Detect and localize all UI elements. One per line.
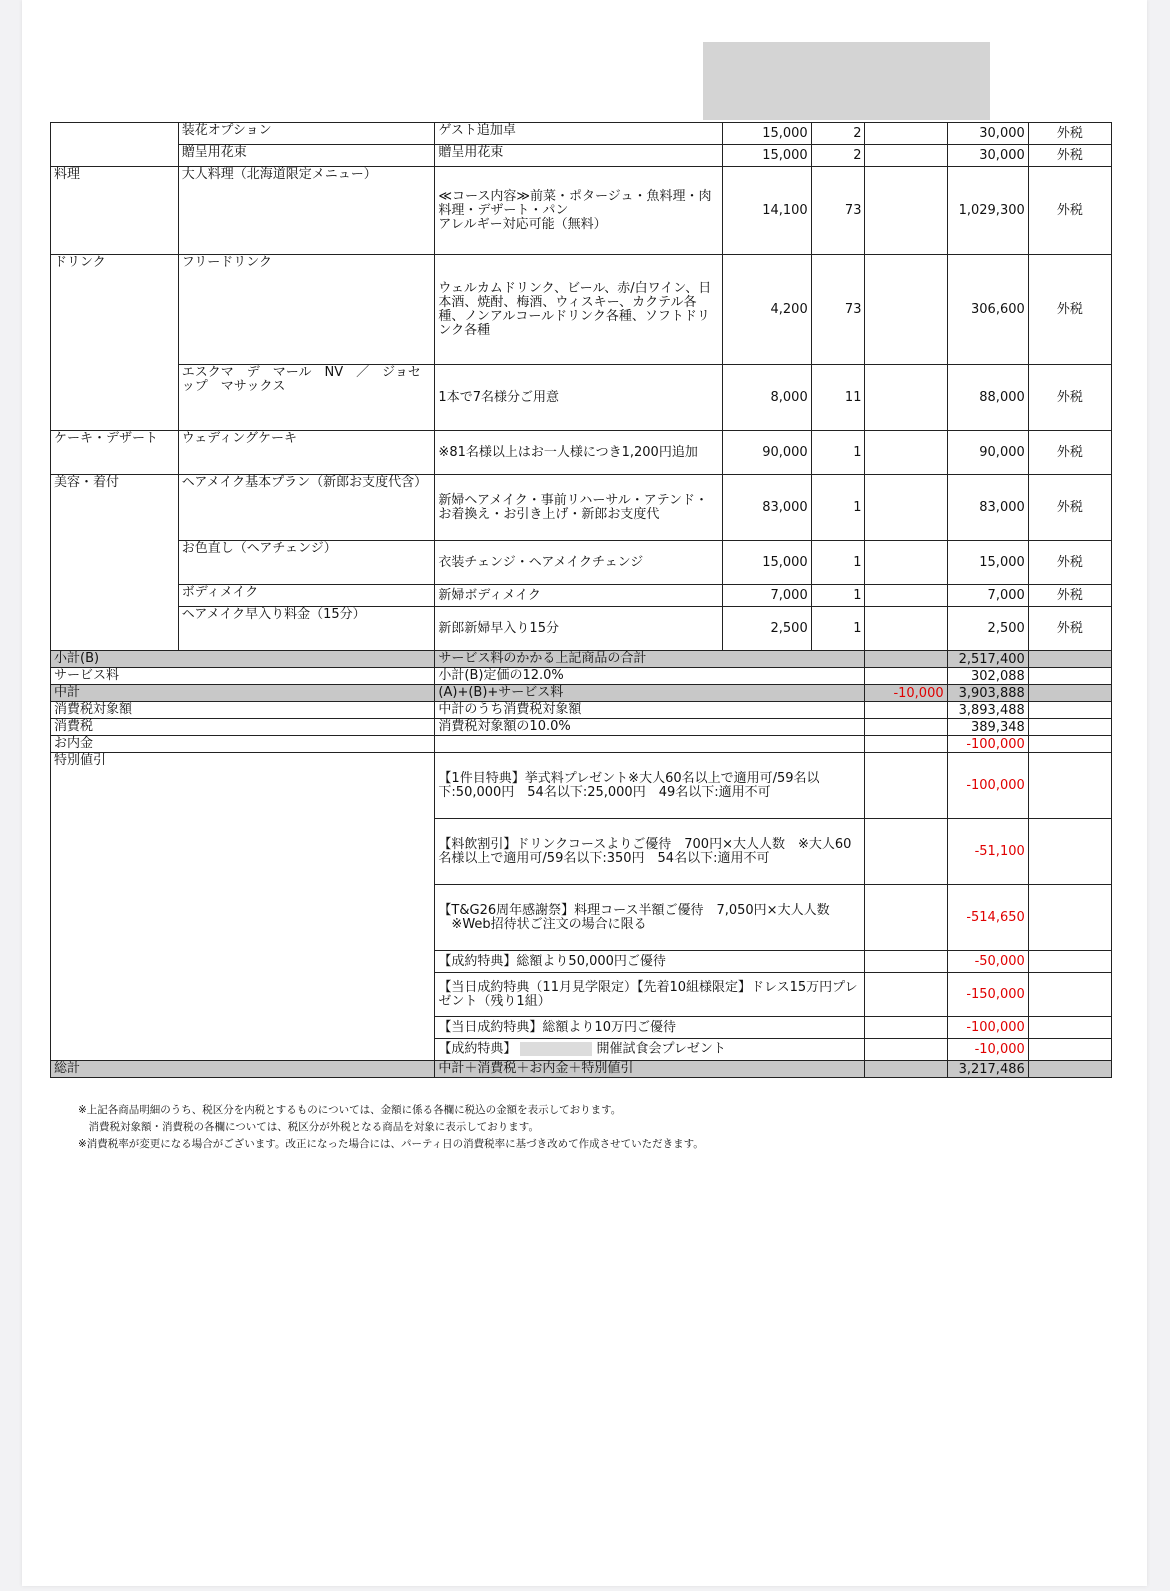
summary-discount xyxy=(865,651,947,668)
tax-type: 外税 xyxy=(1028,585,1111,607)
item-name: 大人料理（北海道限定メニュー） xyxy=(178,167,435,255)
item-detail: ※81名様以上はお一人様につき1,200円追加 xyxy=(435,431,723,475)
summary-discount xyxy=(865,719,947,736)
quantity: 1 xyxy=(811,541,865,585)
unit-price: 15,000 xyxy=(723,541,811,585)
quantity: 2 xyxy=(811,145,865,167)
quantity: 73 xyxy=(811,255,865,365)
footnote: ※上記各商品明細のうち、税区分を内税とするものについては、金額に係る各欄に税込の金額を表示しております。 xyxy=(78,1104,622,1116)
summary-amount: -100,000 xyxy=(947,736,1028,753)
special-discount-detail: 【当日成約特典（11月見学限定）【先着10組様限定】ドレス15万円プレゼント（残り1組） xyxy=(435,973,865,1017)
quantity: 2 xyxy=(811,123,865,145)
quantity: 1 xyxy=(811,585,865,607)
unit-price: 7,000 xyxy=(723,585,811,607)
special-discount-row xyxy=(51,753,1112,819)
item-name: 装花オプション xyxy=(178,123,435,145)
unit-price: 15,000 xyxy=(723,123,811,145)
special-discount-amount: -100,000 xyxy=(947,753,1028,819)
summary-discount xyxy=(865,702,947,719)
discount-cell xyxy=(865,585,947,607)
item-row xyxy=(51,541,1112,585)
unit-price: 90,000 xyxy=(723,431,811,475)
item-name: ウェディングケーキ xyxy=(178,431,435,475)
summary-detail: 消費税対象額の10.0% xyxy=(435,719,865,736)
summary-row-deposit xyxy=(51,736,1112,753)
summary-label: お内金 xyxy=(51,736,435,753)
item-detail: 1本で7名様分ご用意 xyxy=(435,365,723,431)
amount: 7,000 xyxy=(947,585,1028,607)
item-row xyxy=(51,475,1112,541)
item-detail: 新婦ボディメイク xyxy=(435,585,723,607)
item-name: ボディメイク xyxy=(178,585,435,607)
summary-row-subtotal-b xyxy=(51,651,1112,668)
item-row xyxy=(51,585,1112,607)
unit-price: 2,500 xyxy=(723,607,811,651)
summary-detail: (A)+(B)+サービス料 xyxy=(435,685,865,702)
amount: 30,000 xyxy=(947,145,1028,167)
summary-label: 中計 xyxy=(51,685,435,702)
summary-row-taxable xyxy=(51,702,1112,719)
tax-type: 外税 xyxy=(1028,123,1111,145)
discount-cell xyxy=(865,145,947,167)
item-row xyxy=(51,167,1112,255)
special-discount-detail-suffix: 開催試食会プレゼント xyxy=(596,1041,726,1057)
summary-amount: 3,903,888 xyxy=(947,685,1028,702)
tax-type: 外税 xyxy=(1028,431,1111,475)
special-discount-amount: -50,000 xyxy=(947,951,1028,973)
quantity: 73 xyxy=(811,167,865,255)
item-row xyxy=(51,607,1112,651)
special-discount-detail: 【料飲割引】ドリンクコースよりご優待 700円×大人人数 ※大人60名様以上で適用可/59名以下:350円 54名以下:適用不可 xyxy=(435,819,865,885)
special-discount-amount: -100,000 xyxy=(947,1017,1028,1039)
special-discount-amount: -51,100 xyxy=(947,819,1028,885)
summary-amount: 389,348 xyxy=(947,719,1028,736)
footnote: ※消費税率が変更になる場合がございます。改正になった場合には、パーティ日の消費税率に基づき改めて作成させていただきます。 xyxy=(78,1138,704,1150)
summary-label: 消費税 xyxy=(51,719,435,736)
grand-total-detail: 中計＋消費税＋お内金＋特別値引 xyxy=(435,1061,865,1078)
tax-type: 外税 xyxy=(1028,145,1111,167)
tax-type: 外税 xyxy=(1028,607,1111,651)
summary-discount: -10,000 xyxy=(865,685,947,702)
discount-cell xyxy=(865,365,947,431)
quantity: 11 xyxy=(811,365,865,431)
item-detail: ≪コース内容≫前菜・ポタージュ・魚料理・肉料理・デザート・パン アレルギー対応可能（無料） xyxy=(435,167,723,255)
category-cell: 美容・着付 xyxy=(51,475,179,651)
item-detail: 新郎新婦早入り15分 xyxy=(435,607,723,651)
summary-amount: 302,088 xyxy=(947,668,1028,685)
category-cell: ドリンク xyxy=(51,255,179,431)
quantity: 1 xyxy=(811,475,865,541)
summary-detail: 小計(B)定価の12.0% xyxy=(435,668,865,685)
summary-row-tax xyxy=(51,719,1112,736)
footnote: 消費税対象額・消費税の各欄については、税区分が外税となる商品を対象に表示しております。 xyxy=(78,1121,539,1133)
discount-cell xyxy=(865,123,947,145)
grand-total-label: 総計 xyxy=(51,1061,435,1078)
summary-detail: サービス料のかかる上記商品の合計 xyxy=(435,651,865,668)
special-discount-amount: -514,650 xyxy=(947,885,1028,951)
quantity: 1 xyxy=(811,607,865,651)
amount: 15,000 xyxy=(947,541,1028,585)
tax-type: 外税 xyxy=(1028,541,1111,585)
item-name: 贈呈用花束 xyxy=(178,145,435,167)
item-row xyxy=(51,255,1112,365)
summary-label: 消費税対象額 xyxy=(51,702,435,719)
unit-price: 83,000 xyxy=(723,475,811,541)
amount: 2,500 xyxy=(947,607,1028,651)
unit-price: 4,200 xyxy=(723,255,811,365)
summary-detail: 中計のうち消費税対象額 xyxy=(435,702,865,719)
discount-cell xyxy=(865,167,947,255)
footnotes xyxy=(78,1102,704,1153)
amount: 90,000 xyxy=(947,431,1028,475)
category-cell: ケーキ・デザート xyxy=(51,431,179,475)
item-name: エスクマ デ マール NV ／ ジョセップ マサックス xyxy=(178,365,435,431)
summary-label: 小計(B) xyxy=(51,651,435,668)
summary-row-service-fee xyxy=(51,668,1112,685)
tax-type: 外税 xyxy=(1028,365,1111,431)
item-row xyxy=(51,123,1112,145)
special-discount-detail: 【T&G26周年感謝祭】料理コース半額ご優待 7,050円×大人人数 ※Web招待状ご注文の場合に限る xyxy=(435,885,865,951)
special-discount-amount: -10,000 xyxy=(947,1039,1028,1061)
item-row xyxy=(51,145,1112,167)
estimate-table xyxy=(50,122,1112,1078)
special-discount-amount: -150,000 xyxy=(947,973,1028,1017)
special-discount-detail-prefix: 【成約特典】 xyxy=(438,1041,517,1057)
summary-amount: 2,517,400 xyxy=(947,651,1028,668)
special-discount-detail: 【当日成約特典】総額より10万円ご優待 xyxy=(435,1017,865,1039)
unit-price: 15,000 xyxy=(723,145,811,167)
item-row xyxy=(51,365,1112,431)
item-detail: 新婦ヘアメイク・事前リハーサル・アテンド・お着換え・お引き上げ・新郎お支度代 xyxy=(435,475,723,541)
tax-type: 外税 xyxy=(1028,167,1111,255)
special-discount-detail: 【1件目特典】挙式料プレゼント※大人60名以上で適用可/59名以下:50,000円 54名以下:25,000円 49名以下:適用不可 xyxy=(435,753,865,819)
item-detail: ゲスト追加卓 xyxy=(435,123,723,145)
discount-cell xyxy=(865,255,947,365)
quantity: 1 xyxy=(811,431,865,475)
amount: 1,029,300 xyxy=(947,167,1028,255)
special-discount-detail: 【成約特典】総額より50,000円ご優待 xyxy=(435,951,865,973)
item-detail: 衣装チェンジ・ヘアメイクチェンジ xyxy=(435,541,723,585)
summary-discount xyxy=(865,668,947,685)
item-name: お色直し（ヘアチェンジ） xyxy=(178,541,435,585)
summary-detail xyxy=(435,736,865,753)
amount: 30,000 xyxy=(947,123,1028,145)
special-discount-detail xyxy=(435,1039,865,1061)
amount: 88,000 xyxy=(947,365,1028,431)
amount: 83,000 xyxy=(947,475,1028,541)
discount-cell xyxy=(865,541,947,585)
summary-discount xyxy=(865,736,947,753)
summary-row-midtotal xyxy=(51,685,1112,702)
discount-cell xyxy=(865,607,947,651)
discount-cell xyxy=(865,431,947,475)
redacted-venue-name xyxy=(520,1042,592,1056)
category-cell: 料理 xyxy=(51,167,179,255)
amount: 306,600 xyxy=(947,255,1028,365)
redacted-header-block xyxy=(703,42,990,120)
item-detail: ウェルカムドリンク、ビール、赤/白ワイン、日本酒、焼酎、梅酒、ウィスキー、カクテル各種、ノンアルコールドリンク各種、ソフトドリンク各種 xyxy=(435,255,723,365)
unit-price: 14,100 xyxy=(723,167,811,255)
special-discount-label: 特別値引 xyxy=(51,753,435,1061)
category-cell xyxy=(51,123,179,167)
tax-type: 外税 xyxy=(1028,475,1111,541)
tax-type: 外税 xyxy=(1028,255,1111,365)
discount-cell xyxy=(865,475,947,541)
summary-label: サービス料 xyxy=(51,668,435,685)
item-row xyxy=(51,431,1112,475)
document-page xyxy=(22,0,1147,1586)
item-detail: 贈呈用花束 xyxy=(435,145,723,167)
grand-total-amount: 3,217,486 xyxy=(947,1061,1028,1078)
summary-amount: 3,893,488 xyxy=(947,702,1028,719)
item-name: フリードリンク xyxy=(178,255,435,365)
unit-price: 8,000 xyxy=(723,365,811,431)
grand-total-row xyxy=(51,1061,1112,1078)
item-name: ヘアメイク基本プラン（新郎お支度代含） xyxy=(178,475,435,541)
item-name: ヘアメイク早入り料金（15分） xyxy=(178,607,435,651)
